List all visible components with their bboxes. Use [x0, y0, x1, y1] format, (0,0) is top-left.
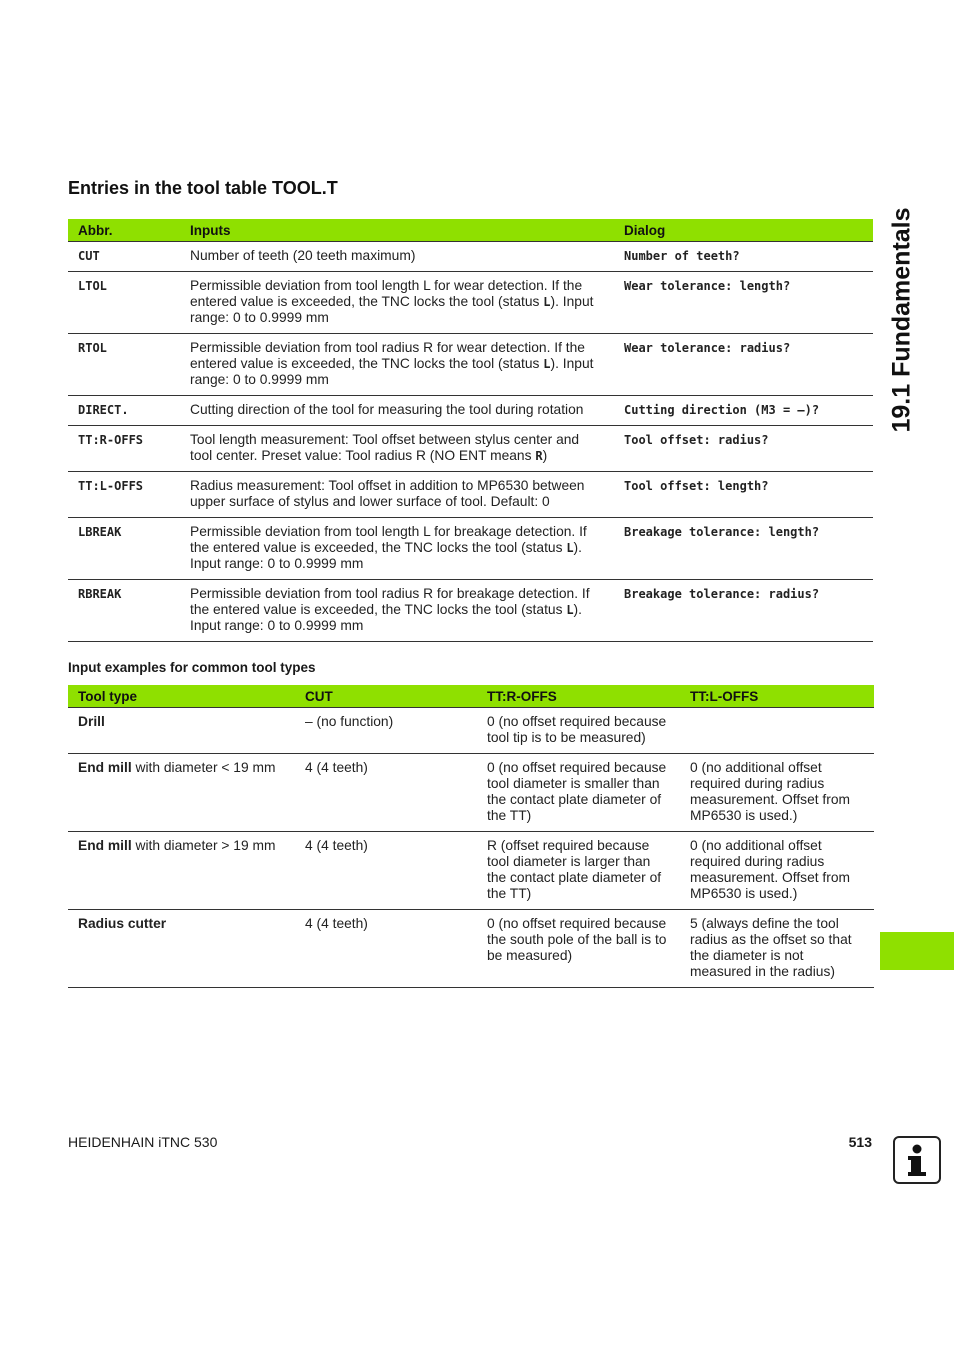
table-row — [68, 426, 873, 472]
inputs-text: ). Input range: 0 to 0.9999 mm — [190, 602, 582, 633]
tool-type-name: End mill — [78, 760, 132, 775]
inputs-text: Tool length measurement: Tool offset between stylus center and tool center. Preset value: Tool radius R (NO ENT means — [190, 432, 580, 463]
abbr-cell: DIRECT. — [68, 396, 180, 426]
header-cut: CUT — [295, 685, 477, 708]
inputs-text: ). Input range: 0 to 0.9999 mm — [190, 540, 582, 571]
abbr-cell: LTOL — [68, 272, 180, 334]
dialog-cell: Wear tolerance: radius? — [614, 334, 873, 396]
inputs-text: Cutting direction of the tool for measuring the tool during rotation — [190, 402, 584, 417]
tool-type-name: Drill — [78, 714, 105, 729]
cut-cell: – (no function) — [295, 708, 477, 754]
inputs-text: Permissible deviation from tool length L for wear detection. If the entered value is exceeded, the TNC locks the tool (status — [190, 278, 583, 309]
tt-l-offs-cell: 5 (always define the tool radius as the offset so that the diameter is not measured in the radius) — [680, 910, 874, 988]
inputs-text: Permissible deviation from tool radius R for wear detection. If the entered value is exceeded, the TNC locks the tool (status — [190, 340, 585, 371]
table-row — [68, 272, 873, 334]
tool-type-name: End mill — [78, 838, 132, 853]
tool-type-name: Radius cutter — [78, 916, 167, 931]
table-row — [68, 472, 873, 518]
tool-type-cell — [68, 832, 295, 910]
table-row — [68, 518, 873, 580]
subsection-title: Input examples for common tool types — [68, 660, 316, 675]
inputs-text: Radius measurement: Tool offset in addition to MP6530 between upper surface of stylus and lower surface of tool. Default: 0 — [190, 478, 585, 509]
inputs-text: Permissible deviation from tool length L for breakage detection. If the entered value is exceeded, the TNC locks the tool (status — [190, 524, 587, 555]
header-inputs: Inputs — [180, 219, 614, 242]
table-row — [68, 580, 873, 642]
tool-type-detail: with diameter < 19 mm — [131, 760, 276, 775]
abbr-cell: LBREAK — [68, 518, 180, 580]
chapter-side-title: 19.1 Fundamentals — [887, 207, 916, 433]
footer-product: HEIDENHAIN iTNC 530 — [68, 1134, 218, 1150]
header-tt-l-offs: TT:L-OFFS — [680, 685, 874, 708]
table-header-row — [68, 685, 874, 708]
inputs-cell — [180, 472, 614, 518]
table-row — [68, 754, 874, 832]
inputs-cell — [180, 518, 614, 580]
info-icon — [893, 1136, 941, 1184]
inputs-cell — [180, 426, 614, 472]
tool-type-detail: with diameter > 19 mm — [131, 838, 276, 853]
abbr-cell: CUT — [68, 242, 180, 272]
inputs-text: ). Input range: 0 to 0.9999 mm — [190, 356, 594, 387]
table-row — [68, 334, 873, 396]
inputs-text: Permissible deviation from tool radius R for breakage detection. If the entered value is exceeded, the TNC locks the tool (status — [190, 586, 590, 617]
cut-cell: 4 (4 teeth) — [295, 910, 477, 988]
header-tool-type: Tool type — [68, 685, 295, 708]
status-code: R — [535, 449, 543, 463]
dialog-cell: Tool offset: radius? — [614, 426, 873, 472]
tt-r-offs-cell: 0 (no offset required because tool diameter is smaller than the contact plate diameter of the TT) — [477, 754, 680, 832]
table-row — [68, 242, 873, 272]
status-code: L — [543, 295, 551, 309]
abbr-cell: TT:L-OFFS — [68, 472, 180, 518]
section-title: Entries in the tool table TOOL.T — [68, 178, 338, 198]
dialog-cell: Tool offset: length? — [614, 472, 873, 518]
tool-examples-table — [68, 685, 874, 988]
page-number: 513 — [848, 1134, 872, 1150]
cut-cell: 4 (4 teeth) — [295, 832, 477, 910]
inputs-cell — [180, 396, 614, 426]
status-code: L — [543, 357, 551, 371]
dialog-cell: Wear tolerance: length? — [614, 272, 873, 334]
table-row — [68, 910, 874, 988]
inputs-text: ) — [542, 448, 548, 463]
inputs-cell — [180, 580, 614, 642]
dialog-cell: Breakage tolerance: radius? — [614, 580, 873, 642]
tt-r-offs-cell: 0 (no offset required because tool tip is to be measured) — [477, 708, 680, 754]
tt-l-offs-cell: 0 (no additional offset required during radius measurement. Offset from MP6530 is used.) — [680, 832, 874, 910]
abbr-cell: TT:R-OFFS — [68, 426, 180, 472]
inputs-cell — [180, 242, 614, 272]
tool-type-cell — [68, 708, 295, 754]
dialog-cell: Number of teeth? — [614, 242, 873, 272]
tt-r-offs-cell: 0 (no offset required because the south pole of the ball is to be measured) — [477, 910, 680, 988]
tool-type-cell — [68, 910, 295, 988]
inputs-text: Number of teeth (20 teeth maximum) — [190, 248, 416, 263]
dialog-cell: Breakage tolerance: length? — [614, 518, 873, 580]
header-dialog: Dialog — [614, 219, 873, 242]
dialog-cell: Cutting direction (M3 = –)? — [614, 396, 873, 426]
abbr-cell: RTOL — [68, 334, 180, 396]
table-row — [68, 832, 874, 910]
status-code: L — [566, 603, 574, 617]
inputs-text: ). Input range: 0 to 0.9999 mm — [190, 294, 594, 325]
table-row — [68, 708, 874, 754]
status-code: L — [566, 541, 574, 555]
tt-l-offs-cell — [680, 708, 874, 754]
chapter-tab-marker — [880, 932, 954, 970]
table-header-row — [68, 219, 873, 242]
header-tt-r-offs: TT:R-OFFS — [477, 685, 680, 708]
tool-table-entries — [68, 219, 873, 642]
tt-r-offs-cell: R (offset required because tool diameter is larger than the contact plate diameter of the TT) — [477, 832, 680, 910]
tool-type-cell — [68, 754, 295, 832]
inputs-cell — [180, 334, 614, 396]
table-row — [68, 396, 873, 426]
header-abbr: Abbr. — [68, 219, 180, 242]
inputs-cell — [180, 272, 614, 334]
cut-cell: 4 (4 teeth) — [295, 754, 477, 832]
tt-l-offs-cell: 0 (no additional offset required during radius measurement. Offset from MP6530 is used.) — [680, 754, 874, 832]
abbr-cell: RBREAK — [68, 580, 180, 642]
